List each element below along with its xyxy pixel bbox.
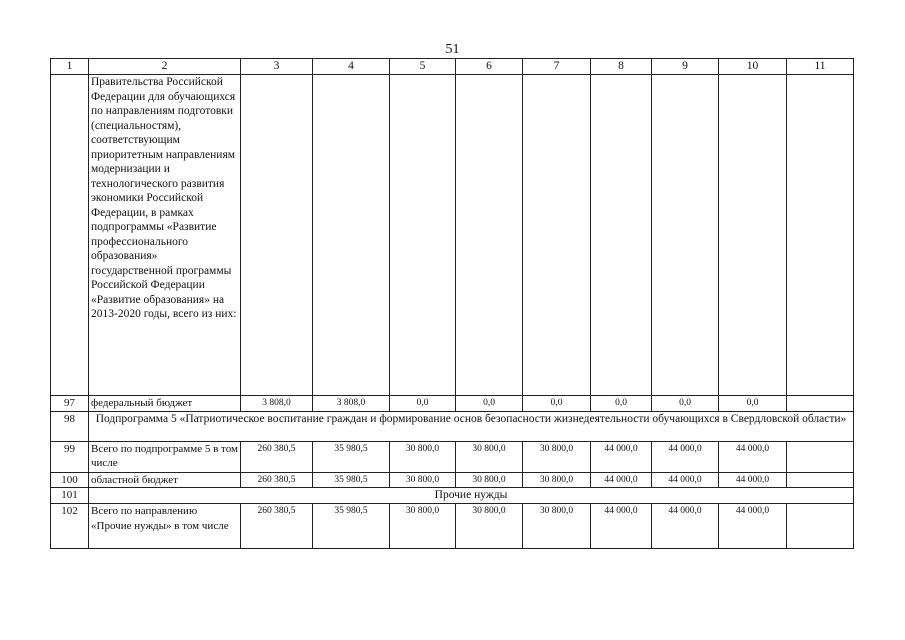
- value-cell: 3 808,0: [241, 396, 313, 412]
- value-cell: 0,0: [456, 396, 523, 412]
- table-row: [51, 472, 854, 488]
- header-cell: 11: [787, 59, 854, 75]
- value-cell: 44 000,0: [719, 504, 787, 549]
- value-cell: [787, 504, 854, 549]
- header-cell: 6: [456, 59, 523, 75]
- header-cell: 4: [313, 59, 390, 75]
- table-row: [51, 488, 854, 504]
- value-cell: 0,0: [591, 396, 652, 412]
- value-cell: [787, 472, 854, 488]
- value-cell: 35 980,5: [313, 472, 390, 488]
- value-cell: 0,0: [719, 396, 787, 412]
- row-number-cell: 100: [51, 472, 89, 488]
- value-cell: 0,0: [652, 396, 719, 412]
- value-cell: 44 000,0: [652, 472, 719, 488]
- value-cell: [787, 396, 854, 412]
- value-cell: [652, 75, 719, 396]
- value-cell: 3 808,0: [313, 396, 390, 412]
- header-cell: 1: [51, 59, 89, 75]
- value-cell: 44 000,0: [719, 441, 787, 472]
- value-cell: [523, 75, 591, 396]
- row-number-cell: 102: [51, 504, 89, 549]
- value-cell: 0,0: [523, 396, 591, 412]
- header-row: [51, 59, 854, 75]
- value-cell: 44 000,0: [652, 441, 719, 472]
- header-cell: 3: [241, 59, 313, 75]
- value-cell: [390, 75, 456, 396]
- row-number-cell: [51, 75, 89, 396]
- value-cell: 30 800,0: [390, 441, 456, 472]
- value-cell: 44 000,0: [719, 472, 787, 488]
- row-number-cell: 98: [51, 411, 89, 441]
- value-cell: [719, 75, 787, 396]
- value-cell: [313, 75, 390, 396]
- value-cell: [456, 75, 523, 396]
- value-cell: 35 980,5: [313, 441, 390, 472]
- header-cell: 10: [719, 59, 787, 75]
- row-label-cell: Всего по подпрограмме 5 в том числе: [89, 441, 241, 472]
- value-cell: [787, 75, 854, 396]
- header-cell: 7: [523, 59, 591, 75]
- row-label-cell: Всего по направлению «Прочие нужды» в том числе: [89, 504, 241, 549]
- value-cell: 44 000,0: [652, 504, 719, 549]
- header-cell: 8: [591, 59, 652, 75]
- value-cell: 35 980,5: [313, 504, 390, 549]
- value-cell: 260 380,5: [241, 472, 313, 488]
- value-cell: 30 800,0: [390, 472, 456, 488]
- value-cell: [787, 441, 854, 472]
- value-cell: 30 800,0: [390, 504, 456, 549]
- page-number: 51: [445, 42, 460, 57]
- description-cell: Правительства Российской Федерации для обучающихся по направлениям подготовки (специальностям), соответствующим приоритетным направлениям модернизации и технологического развития экономики Российской Федерации, в рамках подпрограммы «Развитие профессионального образования» государственной программы Российской Федерации «Развитие образования» на 2013-2020 годы, всего из них:: [89, 75, 241, 396]
- table-row: [51, 441, 854, 472]
- table-row: [51, 411, 854, 441]
- header-cell: 5: [390, 59, 456, 75]
- budget-table: [50, 58, 854, 549]
- header-cell: 9: [652, 59, 719, 75]
- row-label-cell: областной бюджет: [89, 472, 241, 488]
- value-cell: 30 800,0: [523, 504, 591, 549]
- table-row: [51, 75, 854, 396]
- row-number-cell: 97: [51, 396, 89, 412]
- value-cell: 44 000,0: [591, 441, 652, 472]
- value-cell: 30 800,0: [456, 472, 523, 488]
- subprogram-title-cell: Подпрограмма 5 «Патриотическое воспитание граждан и формирование основ безопасности жизнедеятельности обучающихся в Свердловской области»: [89, 411, 854, 441]
- value-cell: 44 000,0: [591, 504, 652, 549]
- value-cell: 260 380,5: [241, 441, 313, 472]
- value-cell: 30 800,0: [456, 441, 523, 472]
- value-cell: 44 000,0: [591, 472, 652, 488]
- value-cell: 260 380,5: [241, 504, 313, 549]
- value-cell: 0,0: [390, 396, 456, 412]
- table-row: [51, 504, 854, 549]
- row-number-cell: 99: [51, 441, 89, 472]
- value-cell: [241, 75, 313, 396]
- table-row: [51, 396, 854, 412]
- row-number-cell: 101: [51, 488, 89, 504]
- section-title-cell: Прочие нужды: [89, 488, 854, 504]
- value-cell: [591, 75, 652, 396]
- value-cell: 30 800,0: [523, 472, 591, 488]
- row-label-cell: федеральный бюджет: [89, 396, 241, 412]
- value-cell: 30 800,0: [456, 504, 523, 549]
- value-cell: 30 800,0: [523, 441, 591, 472]
- header-cell: 2: [89, 59, 241, 75]
